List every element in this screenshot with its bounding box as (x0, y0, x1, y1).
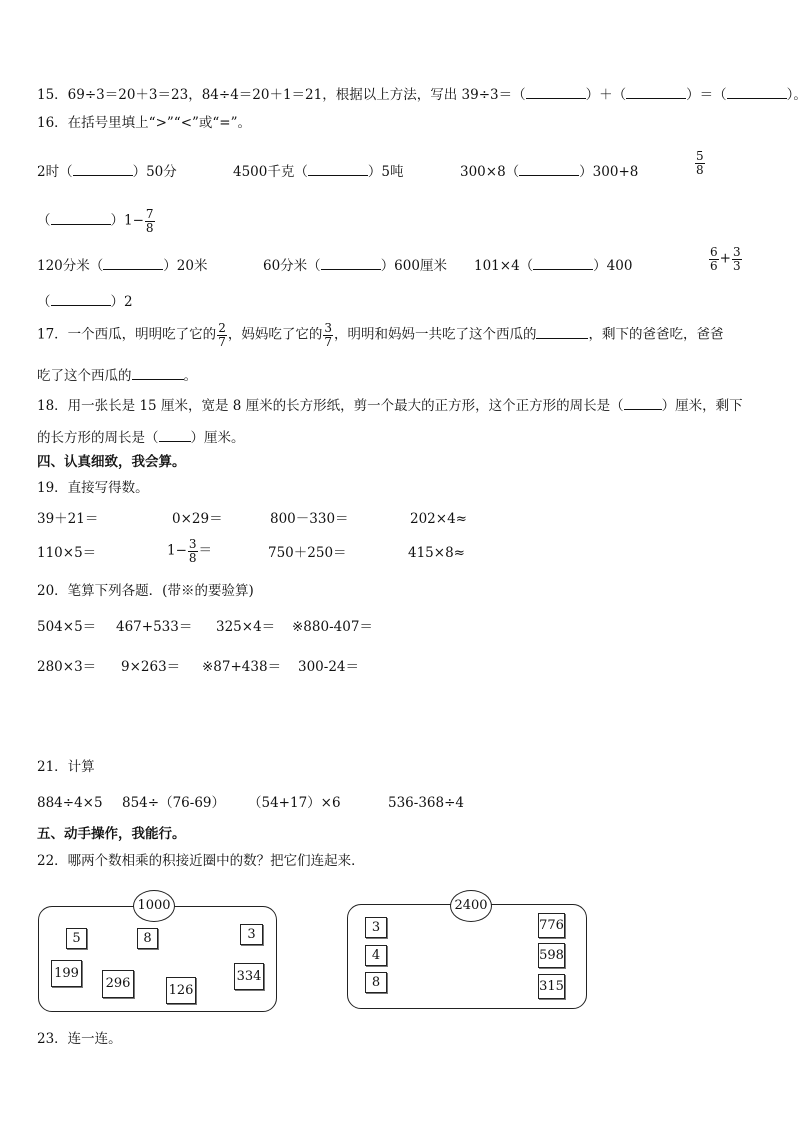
q21-expr: 884÷4×5 (37, 795, 103, 811)
q19-title: 19．直接写得数。 (37, 480, 149, 496)
q22-title: 22．哪两个数相乘的积接近圈中的数？把它们连起来． (37, 853, 365, 869)
number-box[interactable]: 8 (137, 928, 158, 949)
q17-line2: 吃了这个西瓜的 。 (37, 368, 197, 384)
left-target-circle: 1000 (133, 890, 175, 922)
section-heading: 五、动手操作，我能行。 (37, 826, 186, 842)
q19-expr: 0×29＝ (172, 511, 223, 527)
answer-blank[interactable] (132, 367, 184, 380)
q16-item: 101×4（ ）400 (474, 258, 633, 274)
answer-blank[interactable] (308, 163, 368, 176)
q19-expr: 39＋21＝ (37, 511, 99, 527)
q19-expr: 1− $\frac{3}{8}$ ＝ (167, 537, 213, 565)
number-box[interactable]: 315 (538, 974, 565, 999)
q19-expr: 750＋250＝ (268, 545, 347, 561)
q23-title: 23．连一连。 (37, 1031, 122, 1047)
answer-blank[interactable] (727, 86, 787, 99)
q20-expr: 325×4＝ (216, 619, 276, 635)
q16-item: 2时（ ）50分 (37, 164, 177, 180)
q21-title: 21．计算 (37, 759, 95, 775)
q16-item: 300×8（ ）300+8 (460, 164, 639, 180)
q20-expr: 300-24＝ (298, 659, 360, 675)
q15: 15．69÷3＝20＋3＝23，84÷4＝20＋1＝21，根据以上方法，写出 39÷3＝（ ）＋（ ）＝（ ）。 (37, 87, 807, 103)
answer-blank[interactable] (624, 397, 662, 410)
q16-item: （ ）1− $\frac{7}{8}$ (37, 207, 154, 235)
q18-line2: 的长方形的周长是（ ）厘米。 (37, 430, 245, 446)
number-box[interactable]: 8 (365, 972, 387, 993)
right-target-circle: 2400 (450, 890, 492, 922)
q19-expr: 110×5＝ (37, 545, 97, 561)
q16-item: 120分米（ ）20米 (37, 258, 208, 274)
q20-expr: 9×263＝ (121, 659, 181, 675)
number-box[interactable]: 776 (538, 913, 565, 938)
q20-expr: 467+533＝ (116, 619, 193, 635)
number-box[interactable]: 4 (365, 945, 387, 966)
q18: 18．用一张长是 15 厘米，宽是 8 厘米的长方形纸，剪一个最大的正方形，这个正方形的周长是（ ）厘米，剩下 (37, 398, 743, 414)
number-box[interactable]: 199 (51, 960, 82, 987)
q16-item: 4500千克（ ）5吨 (233, 164, 404, 180)
number-box[interactable]: 126 (166, 977, 196, 1004)
q20-expr: 504×5＝ (37, 619, 97, 635)
answer-blank[interactable] (519, 163, 579, 176)
q16-item: 60分米（ ）600厘米 (263, 258, 447, 274)
q16-item: （ ）2 (37, 294, 133, 310)
q19-expr: 415×8≈ (408, 545, 465, 561)
answer-blank[interactable] (103, 257, 163, 270)
q16-fraction: $\frac{5}{8}$ (696, 149, 704, 177)
number-box[interactable]: 3 (365, 917, 387, 938)
q21-expr: 854÷（76-69） (122, 795, 225, 811)
section-heading: 四、认真细致，我会算。 (37, 454, 186, 470)
answer-blank[interactable] (536, 326, 588, 339)
answer-blank[interactable] (51, 212, 111, 225)
q21-expr: （54+17）×6 (248, 795, 341, 811)
number-box[interactable]: 3 (240, 924, 263, 945)
answer-blank[interactable] (73, 163, 133, 176)
answer-blank[interactable] (533, 257, 593, 270)
q19-expr: 800－330＝ (270, 511, 349, 527)
q17: 17．一个西瓜，明明吃了它的 $\frac{2}{7}$ ，妈妈吃了它的 $\frac{3}{7}$ ，明明和妈妈一共吃了这个西瓜的 ，剩下的爸爸吃，爸爸 (37, 321, 724, 349)
left-matching-frame (38, 906, 277, 1012)
number-box[interactable]: 598 (538, 943, 565, 968)
q20-title: 20．笔算下列各题．(带※的要验算) (37, 583, 254, 599)
number-box[interactable]: 5 (66, 928, 87, 949)
q20-expr: 280×3＝ (37, 659, 97, 675)
answer-blank[interactable] (159, 429, 191, 442)
q20-expr: ※87+438＝ (202, 659, 282, 675)
q16-title: 16．在括号里填上“>”“<”或“=”。 (37, 115, 252, 131)
q21-expr: 536-368÷4 (388, 795, 464, 811)
number-box[interactable]: 296 (102, 970, 134, 998)
q19-expr: 202×4≈ (410, 511, 467, 527)
q20-expr: ※880-407＝ (292, 619, 373, 635)
answer-blank[interactable] (51, 293, 111, 306)
number-box[interactable]: 334 (234, 963, 264, 990)
answer-blank[interactable] (321, 257, 381, 270)
answer-blank[interactable] (626, 86, 686, 99)
answer-blank[interactable] (526, 86, 586, 99)
q16-fraction-sum: $\frac{6}{6}$ + $\frac{3}{3}$ (710, 245, 741, 273)
